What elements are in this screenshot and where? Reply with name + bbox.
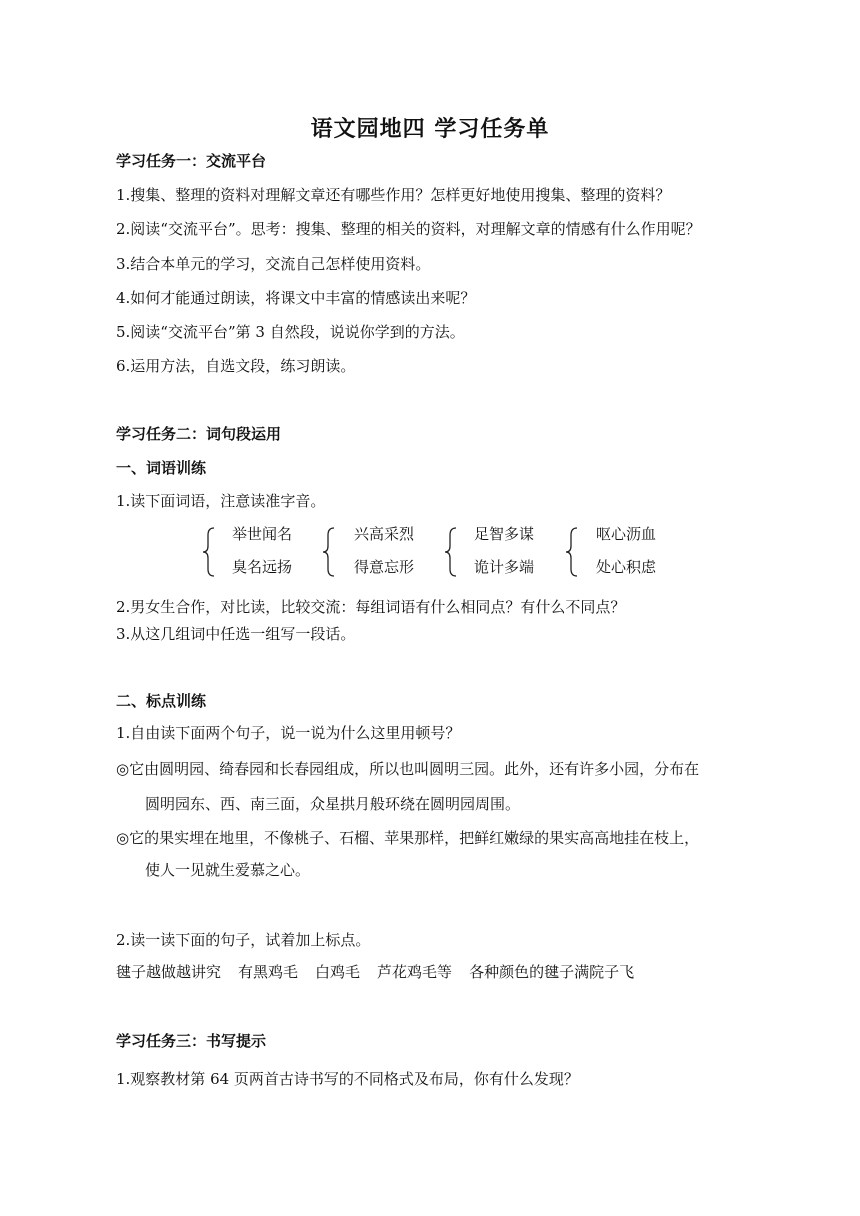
example-sentence-1-line-2: 圆明园东、西、南三面，众星拱月般环绕在圆明园周围。: [145, 795, 521, 813]
brace-icon: [202, 527, 216, 577]
word-training-intro: 1.读下面词语，注意读准字音。: [116, 492, 326, 510]
brace-icon: [322, 527, 336, 577]
word-group-1-top: 举世闻名: [232, 525, 293, 543]
task3-heading: 学习任务三：书写提示: [116, 1032, 267, 1050]
task2-heading: 学习任务二：词句段运用: [116, 425, 282, 443]
brace-icon: [444, 527, 458, 577]
word-group-1-bottom: 臭名远扬: [232, 558, 293, 576]
example-sentence-2-line-2: 使人一见就生爱慕之心。: [145, 861, 311, 879]
word-group-4-top: 呕心沥血: [596, 525, 657, 543]
word-training-heading: 一、词语训练: [116, 459, 207, 477]
word-group-4-bottom: 处心积虑: [596, 558, 657, 576]
word-training-item-2: 2.男女生合作，对比读，比较交流：每组词语有什么相同点？有什么不同点？: [116, 598, 626, 616]
word-group-3-bottom: 诡计多端: [474, 558, 535, 576]
word-training-item-3: 3.从这几组词中任选一组写一段话。: [116, 625, 356, 643]
example-sentence-2-line-1: ◎它的果实埋在地里，不像桃子、石榴、苹果那样，把鲜红嫩绿的果实高高地挂在枝上，: [116, 829, 700, 847]
task1-heading: 学习任务一：交流平台: [116, 152, 267, 170]
punctuation-item-2: 2.读一读下面的句子，试着加上标点。: [116, 931, 371, 949]
task1-item-5: 5.阅读“交流平台”第 3 自然段，说说你学到的方法。: [116, 323, 465, 341]
task3-item-1: 1.观察教材第 64 页两首古诗书写的不同格式及布局，你有什么发现？: [116, 1070, 579, 1088]
practice-part: 有黑鸡毛: [238, 963, 299, 981]
punctuation-practice-sentence: [116, 961, 651, 982]
practice-part: 毽子越做越讲究: [116, 963, 222, 981]
practice-part: 各种颜色的毽子满院子飞: [469, 963, 635, 981]
page-title: 语文园地四 学习任务单: [310, 117, 550, 142]
task1-item-3: 3.结合本单元的学习，交流自己怎样使用资料。: [116, 255, 431, 273]
word-group-3-top: 足智多谋: [474, 525, 535, 543]
punctuation-intro: 1.自由读下面两个句子，说一说为什么这里用顿号？: [116, 724, 461, 742]
word-group-2-bottom: 得意忘形: [354, 558, 415, 576]
task1-item-6: 6.运用方法，自选文段，练习朗读。: [116, 357, 356, 375]
word-group-2-top: 兴高采烈: [354, 525, 415, 543]
task1-item-1: 1.搜集、整理的资料对理解文章还有哪些作用？怎样更好地使用搜集、整理的资料？: [116, 186, 671, 204]
example-sentence-1-line-1: ◎它由圆明园、绮春园和长春园组成，所以也叫圆明三园。此外，还有许多小园，分布在: [116, 760, 700, 778]
practice-part: 芦花鸡毛等: [377, 963, 453, 981]
punctuation-training-heading: 二、标点训练: [116, 692, 207, 710]
task1-item-2: 2.阅读“交流平台”。思考：搜集、整理的相关的资料，对理解文章的情感有什么作用呢？: [116, 220, 701, 238]
task1-item-4: 4.如何才能通过朗读，将课文中丰富的情感读出来呢？: [116, 289, 476, 307]
brace-icon: [565, 527, 579, 577]
practice-part: 白鸡毛: [315, 963, 361, 981]
